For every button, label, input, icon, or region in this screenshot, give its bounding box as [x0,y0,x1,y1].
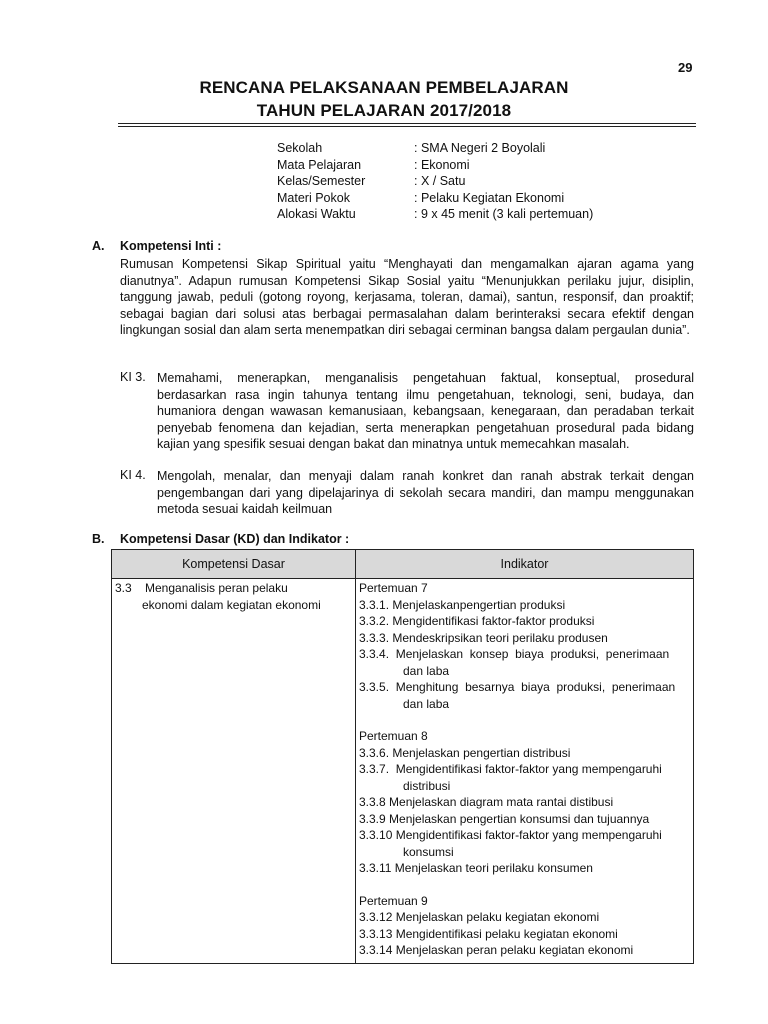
identity-block [277,141,593,224]
basic-competence-cell [112,579,356,964]
kd-number: 3.3 [115,581,132,595]
section-a-title: Kompetensi Inti : [120,239,222,253]
indicator-item: 3.3.6. Menjelaskan pengertian distribusi [359,745,571,760]
indicator-item-continued: dan laba [403,696,450,711]
indicator-item: 3.3.8 Menjelaskan diagram mata rantai distibusi [359,795,614,809]
table-header-row [112,550,694,579]
ki3-label: KI 3. [120,370,146,384]
meeting-block [359,728,689,877]
page-number: 29 [678,60,693,75]
section-a-letter: A. [92,239,105,253]
identity-value: : X / Satu [414,174,466,188]
identity-row [277,158,593,175]
identity-label: Alokasi Waktu [277,207,356,221]
identity-value: : Pelaku Kegiatan Ekonomi [414,190,565,205]
identity-row [277,207,593,224]
document-title: RENCANA PELAKSANAAN PEMBELAJARAN [199,78,569,97]
meeting-title: Pertemuan 7 [359,581,428,595]
indicator-item: 3.3.7. Mengidentifikasi faktor-faktor yang mempengaruhi [359,762,662,776]
meeting-block [359,893,689,959]
ki3-text: Memahami, menerapkan, menganalisis pengetahuan faktual, konseptual, prosedural berdasarkan rasa ingin tahunya tentang ilmu pengetahuan, teknologi, seni, budaya, dan humaniora dengan wawasan kemanusiaan, kebangsaan, kenegaraan, dan peradaban terkait penyebab fenomena dan kejadian, serta menerapkan pengetahuan prosedural pada bidang kajian yang spesifik sesuai dengan bakat dan minatnya untuk memecahkan masalah. [157,371,694,451]
indicator-item: 3.3.14 Menjelaskan peran pelaku kegiatan ekonomi [359,943,634,957]
identity-row [277,141,593,158]
indicator-item: 3.3.12 Menjelaskan pelaku kegiatan ekonomi [359,910,600,924]
indicator-item: 3.3.10 Mengidentifikasi faktor-faktor yang mempengaruhi [359,828,662,842]
indicator-item-continued: distribusi [403,778,451,793]
identity-value: : Ekonomi [414,157,470,172]
indicator-item-continued: konsumsi [403,844,454,859]
core-competence-intro: Rumusan Kompetensi Sikap Spiritual yaitu “Menghayati dan mengamalkan ajaran agama yang dianutnya”. Adapun rumusan Kompetensi Sikap Sosial yaitu “Menunjukkan perilaku jujur, disiplin, tanggung jawab, peduli (gotong royong, kerjasama, toleran, damai), santun, responsif, dan proaktif; sebagai bagian dari solusi atas berbagai permasalahan dalam berinteraksi secara efektif dengan lingkungan sosial dan alam serta menempatkan diri sebagai cerminan bangsa dalam pergaulan dunia”. [120,257,694,337]
indicator-item: 3.3.3. Mendeskripsikan teori perilaku produsen [359,630,608,645]
indicator-item: 3.3.1. Menjelaskanpengertian produksi [359,597,566,612]
section-b-letter: B. [92,532,105,546]
identity-label: Materi Pokok [277,190,350,205]
identity-value: : 9 x 45 menit (3 kali pertemuan) [414,207,594,221]
table-row [112,579,694,964]
indicator-cell [356,579,694,964]
competence-table [111,549,694,964]
kd-text [142,580,321,613]
section-b-title: Kompetensi Dasar (KD) dan Indikator : [120,532,350,546]
kd-text-line: Menganalisis peran pelaku [145,581,288,595]
indicator-item: 3.3.4. Menjelaskan konsep biaya produksi, penerimaan [359,647,670,661]
identity-label: Sekolah [277,141,323,155]
identity-row [277,191,593,208]
indicator-item-continued: dan laba [403,663,450,678]
ki4-text: Mengolah, menalar, dan menyaji dalam ranah konkret dan ranah abstrak terkait dengan pengembangan dari yang dipelajarinya di sekolah secara mandiri, dan mampu menggunakan metoda sesuai kaidah keilmuan [157,469,694,516]
indicator-item: 3.3.11 Menjelaskan teori perilaku konsumen [359,861,593,875]
indicator-item: 3.3.5. Menghitung besarnya biaya produksi, penerimaan [359,680,676,694]
meeting-title: Pertemuan 9 [359,893,428,908]
identity-label: Mata Pelajaran [277,157,362,172]
title-rule [118,126,696,127]
header-indicator: Indikator [356,550,694,579]
indicator-item: 3.3.9 Menjelaskan pengertian konsumsi dan tujuannya [359,811,650,826]
kd-text-line: ekonomi dalam kegiatan ekonomi [142,597,321,612]
ki4-label: KI 4. [120,468,146,482]
header-basic-competence: Kompetensi Dasar [112,550,356,579]
identity-label: Kelas/Semester [277,174,366,188]
document-subtitle: TAHUN PELAJARAN 2017/2018 [256,101,512,120]
indicator-item: 3.3.2. Mengidentifikasi faktor-faktor produksi [359,614,595,628]
identity-value: : SMA Negeri 2 Boyolali [414,141,546,155]
meeting-block [359,580,689,712]
indicator-item: 3.3.13 Mengidentifikasi pelaku kegiatan ekonomi [359,926,618,941]
title-rule [118,123,696,124]
identity-row [277,174,593,191]
meeting-title: Pertemuan 8 [359,729,428,743]
